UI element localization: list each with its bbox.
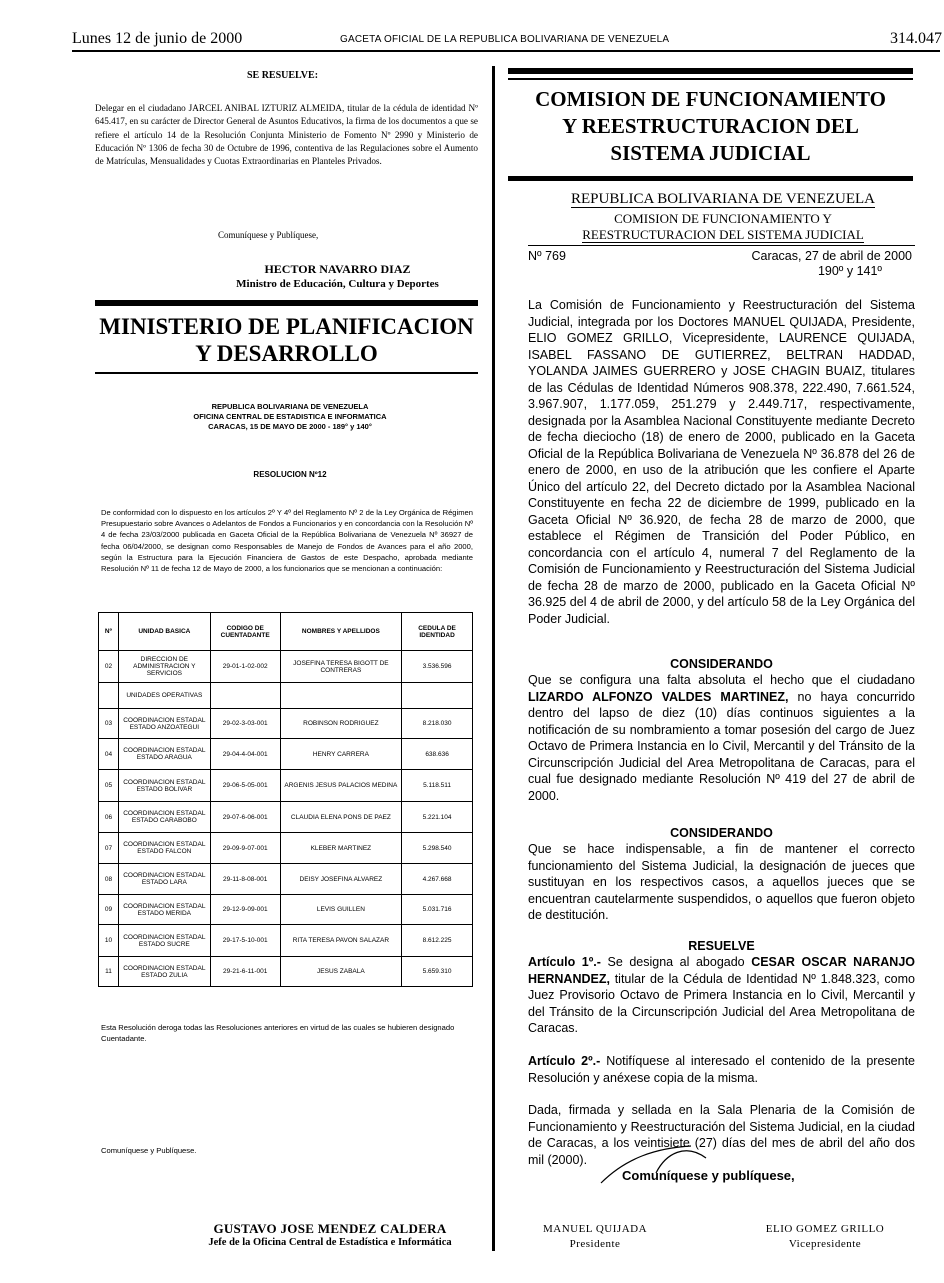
ministry-bottom-bar <box>95 372 478 374</box>
comision-bottom-bar <box>508 176 913 181</box>
signature-2-name: ELIO GOMEZ GRILLO <box>765 1223 885 1235</box>
considerando-2: CONSIDERANDO <box>670 826 773 840</box>
ministry-top-bar <box>95 300 478 306</box>
table-row: 09 COORDINACION ESTADAL ESTADO MERIDA 29-12-9-09-001 LEVIS GUILLEN 5.031.716 <box>99 895 473 925</box>
table-header-cell: CODIGO DE CUENTADANTE <box>210 613 280 651</box>
resuelve-heading: RESUELVE <box>688 939 755 953</box>
intro-paragraph: La Comisión de Funcionamiento y Reestructuración del Sistema Judicial, integrada por los Doctores MANUEL QUIJADA, Presidente, ELIO GOMEZ GRILLO, Vicepresidente, LAURENCE QUIJADA, ISABEL FASSANO DE GUTIERREZ, BELTRAN HADDAD, YOLANDA JAIMES GUERRERO y JOSE CHAGIN BUAIZ, titulares de las Cédulas de Identidad Números 908.378, 222.490, 7.661.524, 3.967.907, 1.177.059, 251.279 y 2.449.717, respectivamente, designada por la Asamblea Nacional Constituyente mediante Decreto de fecha dieciocho (18) de enero de 2000, publicado en la Gaceta Oficial de la República Bolivariana de Venezuela Nº 36.878 del 26 de enero de 2000, en uso de la atribución que les confiere el Aparte Único del artículo 22, del Decreto dictado por la Asamblea Nacional Constituyente en fecha 22 de diciembre de 1999, publicado en la Gaceta Oficial Nº 36.920, de fecha 28 de marzo de 2000, que establece el Régimen de Transición del Poder Público, en concordancia con el artículo 4, numeral 7 del Reglamento de la Comisión de Funcionamiento y Reestructuración del Sistema Judicial de fecha 28 de marzo de 2000, publicado en la Gaceta Oficial Nº 36.925 del 4 de abril de 2000, y del artículo 58 de la Ley Orgánica del Poder Judicial. <box>528 298 915 626</box>
table-header-cell: Nº <box>99 613 119 651</box>
table-header-cell: UNIDAD BASICA <box>118 613 210 651</box>
table-row: UNIDADES OPERATIVAS <box>99 683 473 709</box>
handwritten-signature-mark <box>596 1138 716 1188</box>
signer1-name: HECTOR NAVARRO DIAZ <box>264 262 411 276</box>
table-row: 06 COORDINACION ESTADAL ESTADO CARABOBO 29-07-6-06-001 CLAUDIA ELENA PONS DE PAEZ 5.221.104 <box>99 802 473 833</box>
table-row: 08 COORDINACION ESTADAL ESTADO LARA 29-11-8-08-001 DEISY JOSEFINA ALVAREZ 4.267.668 <box>99 864 473 895</box>
articulo-2: Artículo 2º.- Notifíquese al interesado el contenido de la presente Resolución y anéxese copia de la misma. <box>528 1054 915 1085</box>
table-row: 02 DIRECCION DE ADMINISTRACION Y SERVICIOS 29-01-1-02-002 JOSEFINA TERESA BIGOTT DE CONTRERAS 3.536.596 <box>99 651 473 683</box>
signature-1-title: Presidente <box>569 1238 621 1250</box>
date-place: Caracas, 27 de abril de 2000 <box>751 249 912 263</box>
delegation-paragraph: Delegar en el ciudadano JARCEL ANIBAL IZTURIZ ALMEIDA, titular de la cédula de identidad Nº 645.417, en su carácter de Director General de Asuntos Educativos, la firma de los documentos a que se refiere el artículo 14 de la Resolución Conjunta Ministerio de Fomento Nº 2990 y Ministerio de Educación Nº 1306 de fecha 30 de Octubre de 1996, contentiva de las Regulaciones sobre el Aumento de Matrículas, Mensualidades y Cuotas Extraordinarias en Planteles Privados. <box>95 103 478 167</box>
table-row: 05 COORDINACION ESTADAL ESTADO BOLIVAR 29-06-5-05-001 ARGENIS JESUS PALACIOS MEDINA 5.118.511 <box>99 770 473 802</box>
signer2-title: Jefe de la Oficina Central de Estadística e Informática <box>208 1237 452 1248</box>
resolution-paragraph: De conformidad con lo dispuesto en los artículos 2º Y 4º del Reglamento Nº 2 de la Ley Orgánica de Régimen Presupuestario sobre Avances o Adelantos de Fondos a Funcionarios y en concordancia con la Resolución Nº 4 de fecha 23/03/2000 publicada en Gaceta Oficial de la República Bolivariana de Venezuela Nº 36927 de fecha 06/04/2000, se designan como Responsables de Manejo de Fondos de Avances para el año 2000, según la Estructura para la Ejecución Financiera de Gastos de este Despacho, aprobada mediante Resolución Nº 11 de fecha 12 de Mayo de 2000, a los funcionarios que se mencionan a continuación: <box>101 508 473 574</box>
articulo-1: Artículo 1º.- Se designa al abogado CESAR OSCAR NARANJO HERNANDEZ, titular de la Cédula de Identidad Nº 1.848.323, como Juez Provisorio Octavo de Primera Instancia en lo Civil, Mercantil y del Tránsito de la Circunscripción Judicial del Area Metropolitana de Caracas. <box>528 955 915 1035</box>
resolution-number: RESOLUCION Nº12 <box>253 470 327 479</box>
subheading-rule <box>528 245 915 246</box>
signer1-title: Ministro de Educación, Cultura y Deportes <box>236 278 439 290</box>
comuniquese-left-1: Comuníquese y Publíquese, <box>218 230 319 240</box>
header-gazette-name: GACETA OFICIAL DE LA REPUBLICA BOLIVARIANA DE VENEZUELA <box>340 34 670 45</box>
table-row: 10 COORDINACION ESTADAL ESTADO SUCRE 29-17-5-10-001 RITA TERESA PAVON SALAZAR 8.612.225 <box>99 925 473 957</box>
se-resuelve-heading: SE RESUELVE: <box>246 70 319 81</box>
cuentadantes-table <box>98 612 473 987</box>
header-rule <box>72 50 940 52</box>
resolution-number-right: Nº 769 <box>528 249 566 263</box>
deroga-paragraph: Esta Resolución deroga todas las Resoluciones anteriores en virtud de las cuales se hubieren designado Cuentadante. <box>101 1023 455 1043</box>
signature-1-name: MANUEL QUIJADA <box>542 1223 648 1235</box>
years: 190º y 141º <box>817 264 882 278</box>
header-page-number: 314.047 <box>890 30 942 47</box>
header-date: Lunes 12 de junio de 2000 <box>72 30 243 47</box>
considerando-1: CONSIDERANDO <box>670 657 773 671</box>
table-header-cell: NOMBRES Y APELLIDOS <box>280 613 402 651</box>
considerando-2-text: Que se hace indispensable, a fin de mantener el correcto funcionamiento del Sistema Judicial, la designación de jueces que sustituyan en los respectivos casos, a aquellos jueces que se encuentran cautelarmente suspendidos, o aquellos que fueron objeto de destitución. <box>528 842 915 922</box>
ministry-title: MINISTERIO DE PLANIFICACION Y DESARROLLO <box>99 314 474 366</box>
comuniquese-left-2: Comuníquese y Publíquese. <box>101 1146 197 1155</box>
dada-paragraph: Dada, firmada y sellada en la Sala Plenaria de la Comisión de Funcionamiento y Reestructuración del Sistema Judicial, en la ciudad de Caracas, a los veintisiete (27) días del mes de abril del año dos mil (2000). <box>528 1103 915 1167</box>
republica-heading: REPUBLICA BOLIVARIANA DE VENEZUELA <box>570 191 876 207</box>
table-row: 07 COORDINACION ESTADAL ESTADO FALCON 29-09-9-07-001 KLEBER MARTINEZ 5.298.540 <box>99 833 473 864</box>
comision-top-bar <box>508 68 913 74</box>
table-row: 03 COORDINACION ESTADAL ESTADO ANZOATEGUI 29-02-3-03-001 ROBINSON RODRIGUEZ 8.218.030 <box>99 709 473 739</box>
comision-subheading: COMISION DE FUNCIONAMIENTO Y REESTRUCTURACION DEL SISTEMA JUDICIAL <box>582 211 864 242</box>
signer2-name: GUSTAVO JOSE MENDEZ CALDERA <box>213 1221 447 1236</box>
table-row: 04 COORDINACION ESTADAL ESTADO ARAGUA 29-04-4-04-001 HENRY CARRERA 638.636 <box>99 739 473 770</box>
table-header-cell: CEDULA DE IDENTIDAD <box>402 613 473 651</box>
comuniquese-right: Comuníquese y publíquese, <box>622 1168 795 1183</box>
comision-top-bar-thin <box>508 78 913 80</box>
ocei-heading: REPUBLICA BOLIVARIANA DE VENEZUELA OFICINA CENTRAL DE ESTADISTICA E INFORMATICA CARACAS, 15 DE MAYO DE 2000 - 189° y 140° <box>193 402 387 431</box>
page-header <box>72 30 942 50</box>
comision-title: COMISION DE FUNCIONAMIENTO Y REESTRUCTURACION DEL SISTEMA JUDICIAL <box>535 87 886 165</box>
column-divider <box>492 66 495 1251</box>
table-row: 11 COORDINACION ESTADAL ESTADO ZULIA 29-21-6-11-001 JESUS ZABALA 5.659.310 <box>99 957 473 987</box>
considerando-1-text: Que se configura una falta absoluta el hecho que el ciudadano LIZARDO ALFONZO VALDES MARTINEZ, no haya concurrido dentro del lapso de diez (10) días continuos siguientes a la notificación de su nombramiento a tomar posesión del cargo de Juez Octavo de Primera Instancia en lo Civil, Mercantil y del Tránsito de la Circunscripción Judicial del Area Metropolitana de Caracas, para el cual fue designado mediante Resolución Nº 419 del 27 de abril de 2000. <box>528 673 915 803</box>
signature-2-title: Vicepresidente <box>788 1238 862 1250</box>
